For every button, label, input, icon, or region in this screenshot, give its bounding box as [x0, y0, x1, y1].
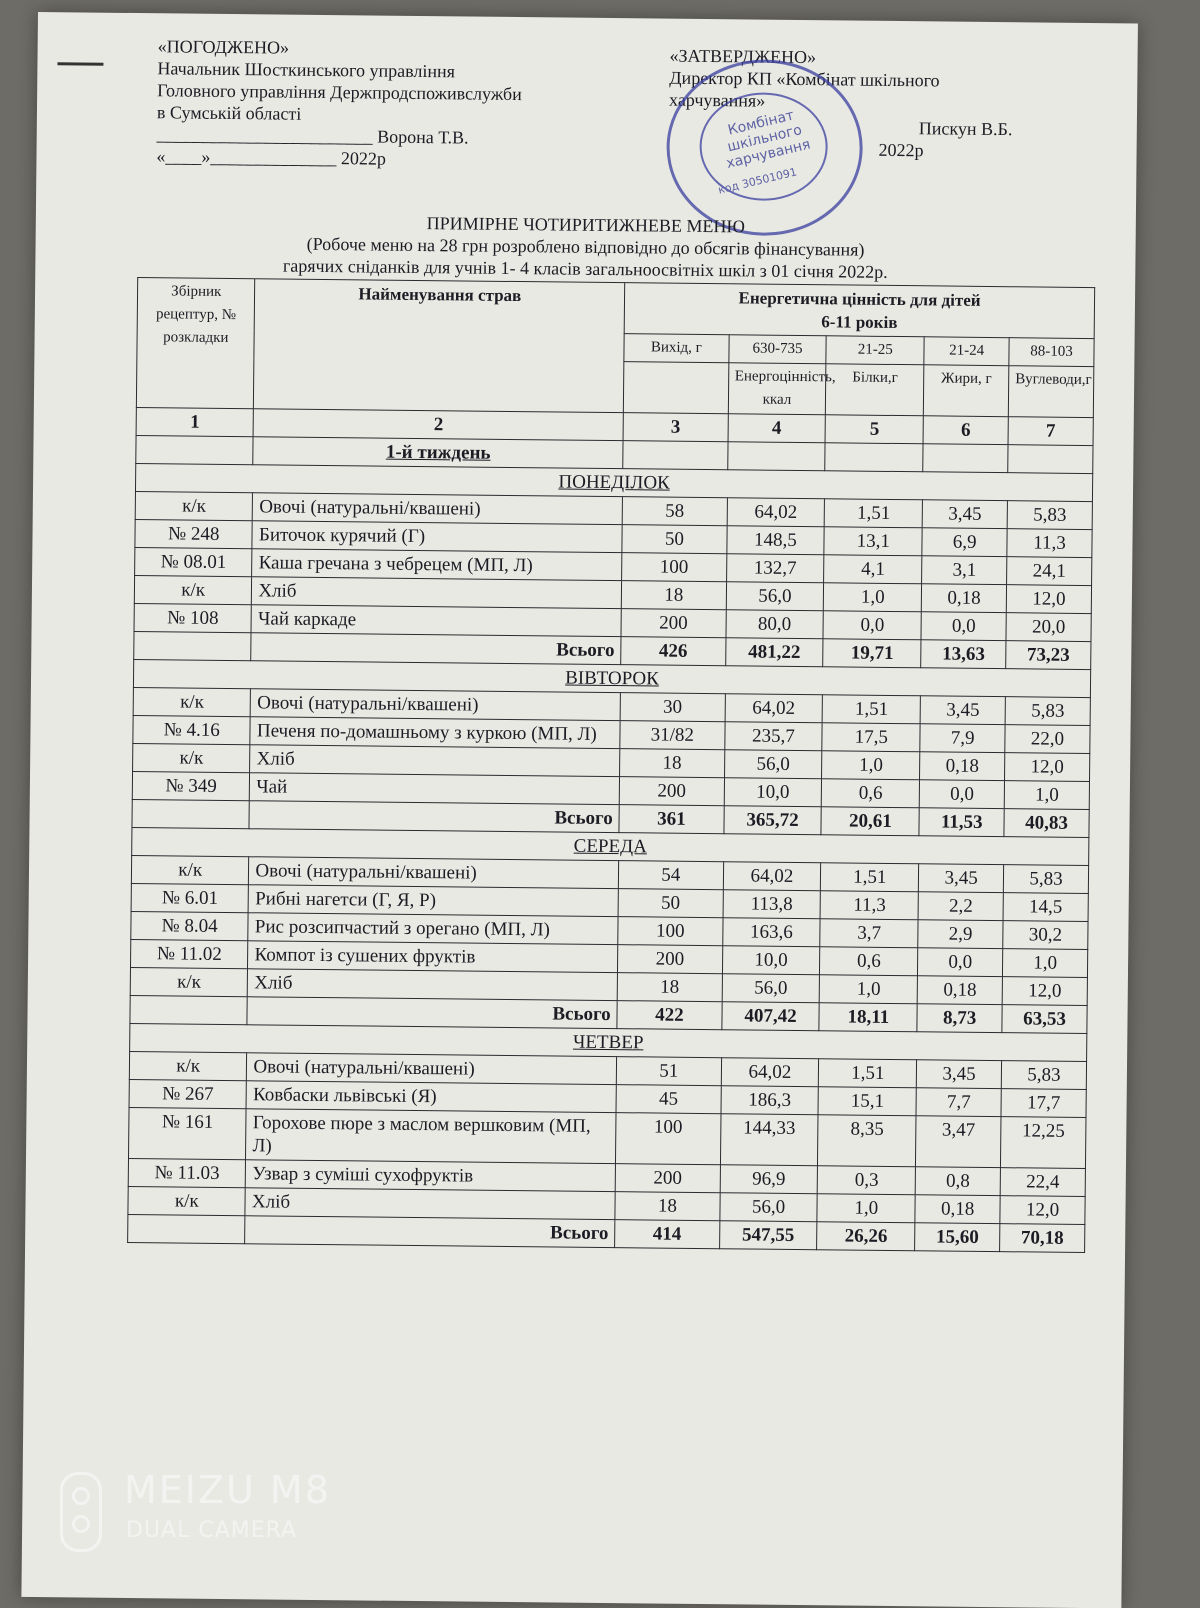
recipe-number: к/к [128, 1187, 246, 1216]
protein-cell: 0,0 [823, 611, 921, 640]
title-line2: (Робоче меню на 28 грн розроблено відповідно до обсягів фінансування) [306, 233, 865, 260]
total-value: 63,53 [1002, 1005, 1087, 1034]
recipe-number: № 161 [128, 1108, 246, 1160]
col2-header: Найменування страв [254, 279, 625, 413]
protein-cell: 13,1 [824, 527, 922, 556]
col1-header: Збірник рецептур, № розкладки [136, 278, 255, 409]
total-value: 18,11 [819, 1003, 917, 1032]
week-row-cell [825, 443, 923, 472]
energy-cell: 163,6 [722, 918, 820, 947]
col-num-6: 6 [923, 416, 1008, 445]
protein-cell: 15,1 [818, 1087, 916, 1116]
dish-name: Хліб [245, 1188, 615, 1220]
fat-cell: 7,7 [916, 1088, 1001, 1117]
yield-cell: 30 [620, 693, 725, 722]
total-empty [128, 1215, 246, 1244]
energy-cell: 132,7 [726, 554, 824, 583]
energy-header-title: Енергетична цінність для дітей [738, 288, 981, 310]
carbs-cell: 1,0 [1004, 781, 1089, 810]
total-value: 70,18 [1000, 1224, 1085, 1253]
fat-cell: 3,45 [920, 696, 1005, 725]
camera-lens-icon [60, 1472, 102, 1552]
approved-label: «ЗАТВЕРДЖЕНО» [669, 45, 817, 68]
day-name: ПОНЕДІЛОК [135, 464, 1092, 502]
day-name: СЕРЕДА [132, 828, 1089, 866]
col-num-4: 4 [728, 414, 826, 443]
yield-cell: 54 [619, 861, 724, 890]
total-value: 547,55 [719, 1221, 817, 1250]
recipe-number: № 11.02 [130, 940, 248, 969]
energy-cell: 96,9 [720, 1165, 818, 1194]
protein-cell: 0,3 [818, 1166, 916, 1195]
recipe-number: к/к [129, 1052, 247, 1081]
week-row-cell [623, 441, 728, 470]
yield-cell: 200 [619, 777, 724, 806]
yield-cell: 50 [618, 889, 723, 918]
dish-name: Хліб [248, 969, 618, 1001]
total-value: 11,53 [919, 808, 1004, 837]
energy-cell: 56,0 [722, 974, 820, 1003]
protein-cell: 1,51 [819, 1059, 917, 1088]
stamp-code: код 30501091 [716, 165, 799, 197]
yield-cell: 18 [615, 1192, 720, 1221]
protein-cell: 1,0 [824, 583, 922, 612]
carbs-cell: 22,0 [1005, 725, 1090, 754]
energy-cell: 10,0 [722, 946, 820, 975]
dish-name: Биточок курячий (Г) [252, 521, 622, 553]
fat-cell: 0,18 [915, 1195, 1000, 1224]
dish-name: Чай [250, 773, 620, 805]
yield-cell: 51 [616, 1057, 721, 1086]
fat-cell: 3,45 [919, 864, 1004, 893]
recipe-number: к/к [131, 856, 249, 885]
yield-cell: 100 [618, 917, 723, 946]
norm-protein: 21-25 [826, 336, 924, 365]
fat-cell: 2,9 [918, 920, 1003, 949]
margin-dash [57, 62, 103, 65]
total-empty [134, 632, 252, 661]
recipe-number: № 6.01 [131, 884, 249, 913]
agreed-line2: Головного управління Держпродспоживслужби [157, 80, 522, 105]
yield-cell: 100 [622, 553, 727, 582]
agreed-date: «____»______________ 2022р [156, 146, 387, 169]
carbs-cell: 22,4 [1000, 1168, 1085, 1197]
yield-cell: 18 [621, 581, 726, 610]
subheader-energy: Енергоцінність, ккал [728, 363, 826, 415]
fat-cell: 3,45 [917, 1060, 1002, 1089]
protein-cell: 4,1 [824, 555, 922, 584]
total-label: Всього [247, 997, 617, 1029]
protein-cell: 3,7 [820, 919, 918, 948]
fat-cell: 0,18 [920, 752, 1005, 781]
recipe-number: № 4.16 [133, 716, 251, 745]
total-empty [132, 800, 250, 829]
energy-cell: 113,8 [723, 890, 821, 919]
yield-cell: 200 [615, 1164, 720, 1193]
dish-name: Хліб [252, 577, 622, 609]
menu-table [127, 277, 1095, 1253]
recipe-number: к/к [133, 688, 251, 717]
title-line3: гарячих сніданків для учнів 1- 4 класів загальноосвітніх шкіл з 01 січня 2022р. [282, 255, 888, 282]
stamp-text: Комбінат шкільного харчування [724, 107, 813, 172]
fat-cell: 3,1 [922, 556, 1007, 585]
dish-name: Печеня по-домашньому з куркою (МП, Л) [250, 717, 620, 749]
dish-name: Компот із сушених фруктів [248, 941, 618, 973]
yield-cell: 45 [616, 1085, 721, 1114]
week-label: 1-й тиждень [253, 437, 623, 469]
col-num-2: 2 [254, 409, 624, 441]
approved-line2: харчування» [669, 89, 766, 111]
recipe-number: к/к [134, 576, 252, 605]
energy-cell: 10,0 [724, 778, 822, 807]
energy-cell: 144,33 [720, 1114, 818, 1166]
dish-name: Овочі (натуральні/квашені) [249, 857, 619, 889]
col-num-1: 1 [136, 408, 254, 437]
energy-header-age: 6-11 років [821, 312, 898, 333]
agreed-signature: ________________________ Ворона Т.В. [156, 124, 469, 148]
total-value: 19,71 [823, 639, 921, 668]
recipe-number: № 108 [134, 604, 252, 633]
recipe-number: № 8.04 [131, 912, 249, 941]
energy-cell: 235,7 [724, 722, 822, 751]
agreed-line1: Начальник Шосткинського управління [157, 58, 456, 82]
lens-dot-icon [72, 1487, 90, 1505]
yield-cell: 50 [622, 525, 727, 554]
carbs-cell: 5,83 [1007, 501, 1092, 530]
week-row-cell [727, 442, 825, 471]
agreed-line3: в Сумській області [156, 102, 302, 124]
watermark-brand: MEIZU M8 [124, 1468, 331, 1512]
fat-cell: 2,2 [918, 892, 1003, 921]
week-row-cell [1008, 445, 1093, 474]
recipe-number: № 267 [129, 1080, 247, 1109]
carbs-cell: 5,83 [1003, 865, 1088, 894]
protein-cell: 1,51 [825, 499, 923, 528]
energy-header [624, 283, 1094, 339]
dish-name: Узвар з суміші сухофруктів [246, 1160, 616, 1192]
energy-cell: 64,02 [727, 498, 825, 527]
fat-cell: 0,18 [922, 584, 1007, 613]
approval-block-left [156, 35, 657, 172]
recipe-number: № 349 [132, 772, 250, 801]
total-value: 20,61 [821, 807, 919, 836]
carbs-cell: 20,0 [1006, 613, 1091, 642]
official-stamp [666, 59, 864, 237]
yield-cell: 100 [616, 1113, 721, 1165]
carbs-cell: 5,83 [1005, 697, 1090, 726]
fat-cell: 0,0 [921, 612, 1006, 641]
fat-cell: 0,18 [917, 976, 1002, 1005]
carbs-cell: 24,1 [1007, 557, 1092, 586]
menu-title [135, 209, 1036, 284]
camera-watermark [60, 1468, 380, 1568]
col-num-5: 5 [825, 415, 923, 444]
total-label: Всього [245, 1216, 615, 1248]
carbs-cell: 11,3 [1007, 529, 1092, 558]
total-label: Всього [251, 633, 621, 665]
protein-cell: 1,0 [820, 975, 918, 1004]
recipe-number: к/к [135, 492, 253, 521]
protein-cell: 17,5 [822, 723, 920, 752]
dish-name: Чай каркаде [251, 605, 621, 637]
protein-cell: 1,51 [823, 695, 921, 724]
day-name: ВІВТОРОК [133, 660, 1090, 698]
energy-cell: 148,5 [726, 526, 824, 555]
col-num-3: 3 [623, 413, 728, 442]
approved-line1: Директор КП «Комбінат шкільного [669, 67, 940, 91]
yield-cell: 18 [617, 973, 722, 1002]
total-value: 26,26 [817, 1222, 915, 1251]
fat-cell: 0,0 [918, 948, 1003, 977]
total-label: Всього [249, 801, 619, 833]
document-sheet [21, 12, 1138, 1608]
protein-cell: 1,0 [822, 751, 920, 780]
energy-cell: 56,0 [724, 750, 822, 779]
col-num-7: 7 [1008, 417, 1093, 446]
carbs-cell: 30,2 [1003, 921, 1088, 950]
energy-cell: 56,0 [719, 1193, 817, 1222]
norm-fat: 21-24 [924, 337, 1009, 366]
fat-cell: 0,0 [919, 780, 1004, 809]
recipe-number: к/к [133, 744, 251, 773]
total-value: 481,22 [725, 638, 823, 667]
recipe-number: к/к [130, 968, 248, 997]
dish-name: Ковбаски львівські (Я) [246, 1081, 616, 1113]
recipe-number: № 11.03 [128, 1159, 246, 1188]
approved-signature: Пискун В.Б. [918, 118, 1013, 140]
energy-cell: 64,02 [721, 1058, 819, 1087]
energy-cell: 64,02 [723, 862, 821, 891]
total-value: 407,42 [721, 1002, 819, 1031]
carbs-cell: 12,0 [1002, 977, 1087, 1006]
yield-cell: 18 [620, 749, 725, 778]
energy-cell: 186,3 [721, 1086, 819, 1115]
protein-cell: 11,3 [820, 891, 918, 920]
total-value: 365,72 [723, 806, 821, 835]
total-value: 414 [615, 1220, 720, 1249]
dish-name: Овочі (натуральні/квашені) [247, 1053, 617, 1085]
yield-cell: 200 [618, 945, 723, 974]
subheader-empty [624, 362, 729, 414]
yield-cell: 31/82 [620, 721, 725, 750]
energy-cell: 56,0 [726, 582, 824, 611]
total-value: 426 [621, 637, 726, 666]
subheader-fat: Жири, г [924, 365, 1009, 417]
watermark-sub: DUAL CAMERA [126, 1518, 298, 1543]
total-value: 422 [617, 1001, 722, 1030]
carbs-cell: 12,0 [1006, 585, 1091, 614]
dish-name: Овочі (натуральні/квашені) [253, 493, 623, 525]
lens-dot-icon [72, 1515, 90, 1533]
protein-cell: 0,6 [820, 947, 918, 976]
total-value: 13,63 [921, 640, 1006, 669]
protein-cell: 8,35 [818, 1115, 916, 1167]
fat-cell: 7,9 [920, 724, 1005, 753]
norm-energy: 630-735 [728, 335, 826, 364]
fat-cell: 3,47 [916, 1116, 1001, 1168]
subheader-carbs: Вуглеводи,г [1008, 366, 1093, 418]
subheader-protein: Білки,г [826, 364, 924, 416]
dish-name: Каша гречана з чебрецем (МП, Л) [252, 549, 622, 581]
carbs-cell: 12,25 [1001, 1117, 1086, 1169]
recipe-number: № 08.01 [135, 548, 253, 577]
energy-cell: 64,02 [725, 694, 823, 723]
table-header-row-1 [137, 278, 1094, 339]
total-value: 15,60 [915, 1223, 1000, 1252]
yield-cell: 200 [621, 609, 726, 638]
yield-cell: 58 [622, 497, 727, 526]
protein-cell: 1,0 [817, 1194, 915, 1223]
fat-cell: 6,9 [922, 528, 1007, 557]
total-value: 361 [619, 805, 724, 834]
recipe-number: № 248 [135, 520, 253, 549]
carbs-cell: 12,0 [1005, 753, 1090, 782]
total-value: 73,23 [1006, 641, 1091, 670]
fat-cell: 3,45 [922, 500, 1007, 529]
energy-cell: 80,0 [726, 610, 824, 639]
dish-name: Горохове пюре з маслом вершковим (МП, Л) [246, 1109, 616, 1164]
norm-carbs: 88-103 [1009, 338, 1094, 367]
protein-cell: 1,51 [821, 863, 919, 892]
title-line1: ПРИМІРНЕ ЧОТИРИТИЖНЕВЕ МЕНЮ [426, 213, 746, 237]
week-row-empty [136, 436, 254, 465]
carbs-cell: 5,83 [1001, 1061, 1086, 1090]
agreed-label: «ПОГОДЖЕНО» [157, 36, 290, 58]
total-value: 40,83 [1004, 809, 1089, 838]
carbs-cell: 1,0 [1003, 949, 1088, 978]
total-empty [130, 996, 248, 1025]
carbs-cell: 12,0 [1000, 1196, 1085, 1225]
total-value: 8,73 [917, 1004, 1002, 1033]
dish-name: Хліб [250, 745, 620, 777]
dish-name: Рис розсипчастий з орегано (МП, Л) [248, 913, 618, 945]
carbs-cell: 14,5 [1003, 893, 1088, 922]
approved-date: 2022р [878, 139, 924, 161]
protein-cell: 0,6 [822, 779, 920, 808]
day-name: ЧЕТВЕР [130, 1024, 1087, 1062]
norm-yield: Вихід, г [624, 334, 729, 363]
dish-name: Рибні нагетси (Г, Я, Р) [249, 885, 619, 917]
carbs-cell: 17,7 [1001, 1089, 1086, 1118]
fat-cell: 0,8 [915, 1167, 1000, 1196]
dish-name: Овочі (натуральні/квашені) [251, 689, 621, 721]
week-row-cell [923, 444, 1008, 473]
